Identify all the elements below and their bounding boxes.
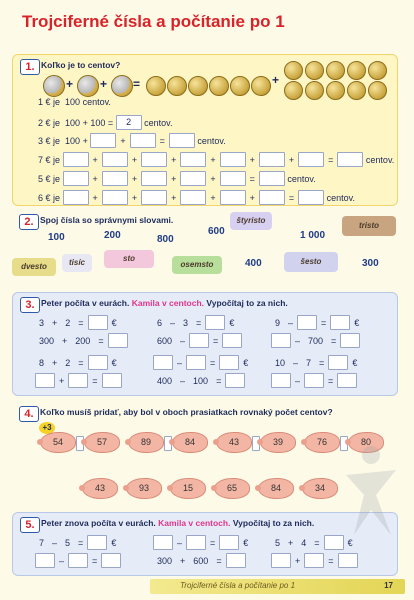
number-label[interactable]: 300 bbox=[362, 258, 379, 269]
answer-box[interactable] bbox=[68, 553, 88, 568]
answer-box[interactable] bbox=[186, 355, 206, 370]
footer-bar bbox=[150, 579, 405, 594]
equation-token: 5 bbox=[275, 537, 281, 548]
piggy-bank: 39 bbox=[260, 432, 296, 453]
equation-token: 5 bbox=[65, 537, 71, 548]
equation-token: 2 bbox=[65, 317, 71, 328]
exercise-number: 4. bbox=[19, 406, 39, 422]
row-text: 100 + 100 = bbox=[65, 117, 114, 128]
cent-coin-icon bbox=[284, 61, 303, 80]
answer-box[interactable] bbox=[328, 355, 348, 370]
answer-box[interactable] bbox=[63, 190, 89, 205]
equation bbox=[153, 535, 252, 550]
equation-token: – bbox=[295, 375, 301, 386]
instruction-part: Vypočítaj to za nich. bbox=[232, 518, 315, 528]
piggy-bank: 54 bbox=[40, 432, 76, 453]
equation-token: 6 bbox=[157, 317, 163, 328]
number-label[interactable]: 100 bbox=[48, 232, 65, 243]
number-label[interactable]: 800 bbox=[157, 234, 174, 245]
answer-box[interactable] bbox=[340, 333, 360, 348]
answer-box[interactable] bbox=[259, 152, 285, 167]
answer-box[interactable] bbox=[35, 373, 55, 388]
equation-token: 4 bbox=[301, 537, 307, 548]
currency-symbol: € bbox=[111, 537, 117, 548]
equation bbox=[35, 535, 120, 550]
answer-box[interactable] bbox=[63, 171, 89, 186]
cent-coin-icon bbox=[188, 76, 208, 96]
equation-row: 6 € je + + + + + = centov. bbox=[38, 190, 355, 205]
answer-box[interactable] bbox=[153, 355, 173, 370]
exercise-instruction: Spoj čísla so správnymi slovami. bbox=[40, 215, 174, 225]
piggy-bank: 34 bbox=[302, 478, 338, 499]
equation-row: 5 € je + + + + = centov. bbox=[38, 171, 316, 186]
answer-box[interactable] bbox=[220, 171, 246, 186]
equation-token: 7 bbox=[39, 537, 45, 548]
answer-box[interactable] bbox=[259, 190, 285, 205]
currency-symbol: € bbox=[243, 357, 249, 368]
equation bbox=[35, 333, 128, 348]
exercise-3 bbox=[12, 292, 398, 396]
answer-box[interactable] bbox=[271, 333, 291, 348]
cent-coin-icon bbox=[326, 81, 345, 100]
equation bbox=[153, 355, 252, 370]
answer-box[interactable] bbox=[271, 373, 291, 388]
equation-token: = bbox=[210, 537, 216, 548]
word-puzzle-piece[interactable]: sto bbox=[104, 250, 154, 268]
equation-token: = bbox=[319, 357, 325, 368]
equation-token: = bbox=[213, 335, 219, 346]
equation-token: 700 bbox=[308, 335, 324, 346]
cent-coin-icon bbox=[305, 61, 324, 80]
equation-token: + bbox=[180, 555, 186, 566]
decorative-figure-icon bbox=[336, 440, 406, 540]
equation-token: – bbox=[177, 537, 183, 548]
answer-box[interactable] bbox=[259, 171, 285, 186]
answer-box[interactable] bbox=[88, 315, 108, 330]
equation-token: = bbox=[216, 375, 222, 386]
equation-token: = bbox=[210, 357, 216, 368]
equation-token: + bbox=[288, 537, 294, 548]
equation-token: – bbox=[170, 317, 176, 328]
currency-symbol: € bbox=[347, 537, 353, 548]
number-label[interactable]: 400 bbox=[245, 258, 262, 269]
word-puzzle-piece[interactable]: štyristo bbox=[230, 212, 272, 230]
piggy-bank: 84 bbox=[172, 432, 208, 453]
row-suffix: centov. bbox=[144, 117, 173, 128]
number-label[interactable]: 200 bbox=[104, 230, 121, 241]
piggy-bank: 89 bbox=[128, 432, 164, 453]
instruction-part: Kamila v centoch. bbox=[158, 518, 231, 528]
answer-box[interactable] bbox=[219, 535, 239, 550]
equation-token: + bbox=[62, 335, 68, 346]
piggy-bank: 15 bbox=[170, 478, 206, 499]
euro-coin-icon bbox=[111, 75, 133, 97]
equation-token: – bbox=[293, 357, 299, 368]
equation-token: – bbox=[295, 335, 301, 346]
euro-coin-icon bbox=[43, 75, 65, 97]
equation-token: = bbox=[78, 357, 84, 368]
answer-box[interactable]: 2 bbox=[116, 115, 142, 130]
answer-box[interactable] bbox=[130, 133, 156, 148]
word-puzzle-piece[interactable]: tristo bbox=[342, 216, 396, 236]
answer-box[interactable] bbox=[219, 355, 239, 370]
footer-title: Trojciferné čísla a počítanie po 1 bbox=[180, 581, 296, 590]
answer-box[interactable] bbox=[35, 553, 55, 568]
equation-token: = bbox=[196, 317, 202, 328]
equation bbox=[153, 553, 246, 568]
answer-box[interactable] bbox=[102, 171, 128, 186]
answer-box[interactable] bbox=[108, 333, 128, 348]
equation bbox=[35, 355, 121, 370]
equation-token: 300 bbox=[39, 335, 55, 346]
piggy-bank: 93 bbox=[126, 478, 162, 499]
equation bbox=[35, 373, 122, 388]
piggy-bank: 76 bbox=[304, 432, 340, 453]
row-text: 100 centov. bbox=[65, 97, 111, 107]
piggy-bank: 80 bbox=[348, 432, 384, 453]
equation-token: – bbox=[288, 317, 294, 328]
answer-box[interactable] bbox=[186, 535, 206, 550]
answer-box[interactable] bbox=[141, 152, 167, 167]
piggy-bank: 43 bbox=[216, 432, 252, 453]
row-label: 2 € je bbox=[38, 117, 61, 128]
equation-token: = bbox=[331, 335, 337, 346]
answer-box[interactable] bbox=[180, 171, 206, 186]
equation-token: = bbox=[92, 375, 98, 386]
row-label: 3 € je bbox=[38, 135, 61, 146]
equation-row bbox=[38, 97, 111, 107]
answer-box[interactable] bbox=[222, 333, 242, 348]
row-label: 1 € je bbox=[38, 97, 61, 107]
row-label: 5 € je bbox=[38, 173, 61, 184]
answer-box[interactable] bbox=[141, 171, 167, 186]
exercise-instruction bbox=[41, 298, 288, 308]
equation bbox=[153, 315, 238, 330]
cent-coin-icon bbox=[209, 76, 229, 96]
answer-box[interactable] bbox=[225, 373, 245, 388]
answer-box[interactable] bbox=[102, 373, 122, 388]
answer-box[interactable] bbox=[101, 553, 121, 568]
piggy-bank: 57 bbox=[84, 432, 120, 453]
exercise-instruction: Koľko je to centov? bbox=[41, 60, 121, 70]
exercise-number: 3. bbox=[20, 297, 40, 313]
equation-token: = bbox=[98, 335, 104, 346]
equation-token: 600 bbox=[193, 555, 209, 566]
exercise-number: 5. bbox=[20, 517, 40, 533]
equation-token: + bbox=[295, 555, 301, 566]
answer-box[interactable] bbox=[337, 373, 357, 388]
exercise-number: 2. bbox=[19, 214, 39, 230]
equation bbox=[271, 553, 358, 568]
equation-token: + bbox=[59, 375, 65, 386]
answer-box[interactable] bbox=[271, 553, 291, 568]
answer-box[interactable] bbox=[298, 152, 324, 167]
word-puzzle-piece[interactable]: dvesto bbox=[12, 258, 56, 276]
answer-box[interactable] bbox=[205, 315, 225, 330]
row-text: 100 + bbox=[65, 135, 88, 146]
currency-symbol: € bbox=[354, 317, 360, 328]
answer-box[interactable] bbox=[141, 190, 167, 205]
answer-box[interactable] bbox=[102, 190, 128, 205]
currency-symbol: € bbox=[111, 317, 117, 328]
equation-token: – bbox=[180, 335, 186, 346]
equation-token: = bbox=[321, 317, 327, 328]
equation-token: 100 bbox=[193, 375, 209, 386]
answer-box[interactable] bbox=[169, 133, 195, 148]
cent-coin-icon bbox=[326, 61, 345, 80]
equation bbox=[271, 373, 357, 388]
euro-coin-icon bbox=[77, 75, 99, 97]
word-puzzle-piece[interactable]: osemsto bbox=[172, 256, 222, 274]
number-label[interactable]: 1 000 bbox=[300, 230, 326, 241]
word-puzzle-piece[interactable]: tisíc bbox=[62, 254, 92, 272]
answer-box[interactable] bbox=[304, 553, 324, 568]
cent-coin-icon bbox=[368, 81, 387, 100]
equation-token: 3 bbox=[183, 317, 189, 328]
answer-box[interactable] bbox=[102, 152, 128, 167]
equation-token: = bbox=[314, 537, 320, 548]
equation-row bbox=[38, 115, 172, 130]
row-suffix: centov. bbox=[287, 173, 316, 184]
equation-token: = bbox=[328, 375, 334, 386]
cent-coin-icon bbox=[305, 81, 324, 100]
equation-token: – bbox=[59, 555, 65, 566]
exercise-instruction: Koľko musíš pridať, aby bol v oboch prasiatkach rovnaký počet centov? bbox=[40, 407, 333, 417]
piggy-bank: 65 bbox=[214, 478, 250, 499]
row-suffix: centov. bbox=[197, 135, 226, 146]
equation-token: = bbox=[78, 317, 84, 328]
cent-coin-icon bbox=[146, 76, 166, 96]
equation-token: 2 bbox=[65, 357, 71, 368]
answer-box[interactable] bbox=[304, 373, 324, 388]
equation-row: 7 € je + + + + + + = centov. bbox=[38, 152, 394, 167]
answer-box[interactable] bbox=[68, 373, 88, 388]
word-puzzle-piece[interactable]: šesto bbox=[284, 252, 338, 272]
answer-box[interactable] bbox=[338, 553, 358, 568]
exercise-1: 1. Koľko je to centov? + + = + 1 € je 100 centov. 2 € je 100 + 100 = 2 centov. 3 € je 100 + + = centov. 7 € je + + + + + + = centov. 5 € je + + + + = centov. 6 € je + + + + + = centov. bbox=[12, 54, 398, 206]
currency-symbol: € bbox=[111, 357, 117, 368]
page-title: Trojciferné čísla a počítanie po 1 bbox=[22, 12, 285, 31]
cent-coin-icon bbox=[251, 76, 271, 96]
exercise-number: 1. bbox=[20, 59, 40, 75]
equation-token: – bbox=[52, 537, 58, 548]
equation-token: 3 bbox=[39, 317, 45, 328]
equation bbox=[35, 553, 121, 568]
exercise-2 bbox=[12, 210, 396, 286]
equation-token: + bbox=[52, 357, 58, 368]
currency-symbol: € bbox=[229, 317, 235, 328]
answer-box[interactable] bbox=[220, 190, 246, 205]
cent-coin-icon bbox=[284, 81, 303, 100]
equation-token: = bbox=[328, 555, 334, 566]
answer-box[interactable] bbox=[297, 315, 317, 330]
cent-coin-icon bbox=[167, 76, 187, 96]
hint-badge: +3 bbox=[39, 422, 55, 434]
answer-box[interactable] bbox=[88, 355, 108, 370]
equation-token: 8 bbox=[39, 357, 45, 368]
equation bbox=[271, 315, 363, 330]
instruction-part: Peter počíta v eurách. bbox=[41, 298, 130, 308]
equation bbox=[153, 373, 245, 388]
cent-coin-icon bbox=[230, 76, 250, 96]
instruction-part: Kamila v centoch. bbox=[131, 298, 204, 308]
answer-box[interactable] bbox=[153, 535, 173, 550]
currency-symbol: € bbox=[352, 357, 358, 368]
equation-row: 3 € je 100 + + = centov. bbox=[38, 133, 226, 148]
equation bbox=[271, 355, 361, 370]
equation-token: – bbox=[180, 375, 186, 386]
equation-token: 7 bbox=[306, 357, 312, 368]
instruction-part: Vypočítaj to za nich. bbox=[206, 298, 288, 308]
answer-box[interactable] bbox=[63, 152, 89, 167]
answer-box[interactable] bbox=[226, 553, 246, 568]
equation bbox=[271, 333, 360, 348]
answer-box[interactable] bbox=[337, 152, 363, 167]
equation-token: 200 bbox=[75, 335, 91, 346]
answer-box[interactable] bbox=[298, 190, 324, 205]
equation bbox=[153, 333, 242, 348]
answer-box[interactable] bbox=[189, 333, 209, 348]
currency-symbol: € bbox=[243, 537, 249, 548]
row-label: 7 € je bbox=[38, 154, 61, 165]
answer-box[interactable] bbox=[330, 315, 350, 330]
answer-box[interactable] bbox=[220, 152, 246, 167]
row-label: 6 € je bbox=[38, 192, 61, 203]
page-number: 17 bbox=[384, 581, 393, 590]
cent-coin-icon bbox=[368, 61, 387, 80]
cent-coin-icon bbox=[347, 81, 366, 100]
equation-token: + bbox=[52, 317, 58, 328]
equation bbox=[35, 315, 121, 330]
equation-token: 600 bbox=[157, 335, 173, 346]
cent-coin-icon bbox=[347, 61, 366, 80]
answer-box[interactable] bbox=[90, 133, 116, 148]
equation-token: = bbox=[92, 555, 98, 566]
equation-token: 300 bbox=[157, 555, 173, 566]
equation-token: = bbox=[78, 537, 84, 548]
equation-token: 10 bbox=[275, 357, 286, 368]
piggy-bank: 84 bbox=[258, 478, 294, 499]
equation-token: – bbox=[177, 357, 183, 368]
instruction-part: Peter znova počíta v eurách. bbox=[41, 518, 156, 528]
equation-token: 400 bbox=[157, 375, 173, 386]
answer-box[interactable] bbox=[180, 190, 206, 205]
exercise-instruction bbox=[41, 518, 314, 528]
piggy-bank: 43 bbox=[82, 478, 118, 499]
row-suffix: centov. bbox=[326, 192, 356, 203]
number-label[interactable]: 600 bbox=[208, 226, 225, 237]
equation-token: = bbox=[216, 555, 222, 566]
row-suffix: centov. bbox=[365, 154, 395, 165]
answer-box[interactable] bbox=[180, 152, 206, 167]
answer-box[interactable] bbox=[87, 535, 107, 550]
equation-token: 9 bbox=[275, 317, 281, 328]
